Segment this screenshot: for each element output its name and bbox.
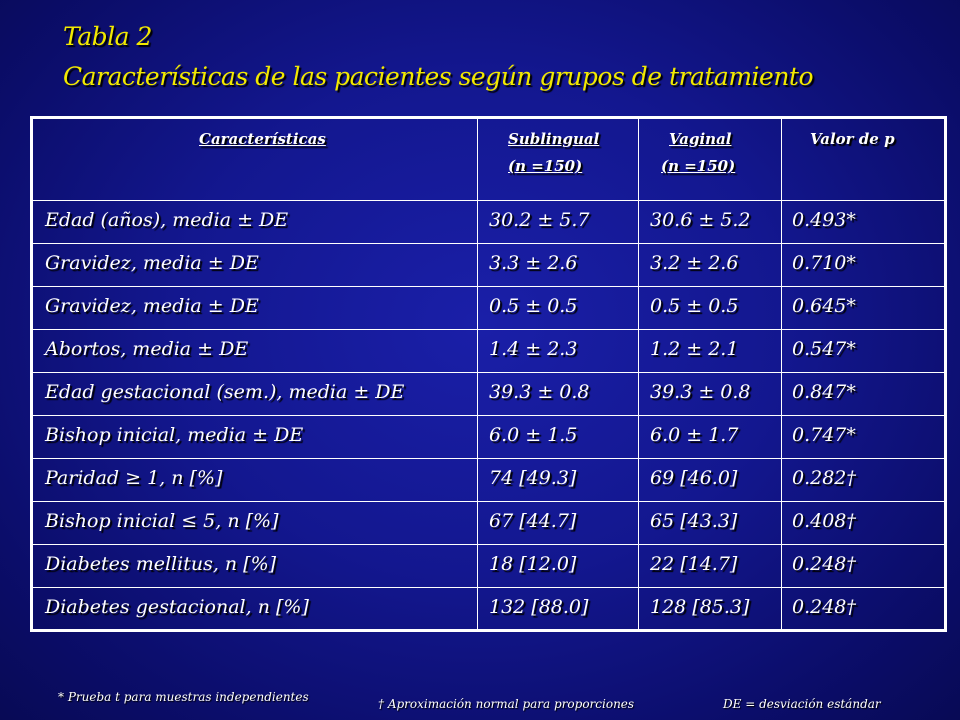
- footnote-normal-approximation: † Aproximación normal para proporciones: [378, 697, 635, 711]
- header-vaginal-label: Vaginal: [669, 130, 732, 148]
- table-row: [32, 416, 946, 459]
- p-value: 0.282†: [782, 459, 946, 502]
- header-p-value: [782, 118, 946, 201]
- p-value: 0.248†: [782, 588, 946, 631]
- sublingual-value: 0.5 ± 0.5: [478, 287, 639, 330]
- sublingual-value: 6.0 ± 1.5: [478, 416, 639, 459]
- row-label: Abortos, media ± DE: [32, 330, 478, 373]
- vaginal-value: 3.2 ± 2.6: [639, 244, 782, 287]
- sublingual-value: 132 [88.0]: [478, 588, 639, 631]
- sublingual-value: 3.3 ± 2.6: [478, 244, 639, 287]
- sublingual-value: 1.4 ± 2.3: [478, 330, 639, 373]
- p-value: 0.547*: [782, 330, 946, 373]
- p-value: 0.645*: [782, 287, 946, 330]
- vaginal-value: 69 [46.0]: [639, 459, 782, 502]
- row-label: Bishop inicial, media ± DE: [32, 416, 478, 459]
- vaginal-value: 22 [14.7]: [639, 545, 782, 588]
- slide-subtitle: Características de las pacientes según grupos de tratamiento: [63, 62, 814, 91]
- sublingual-value: 74 [49.3]: [478, 459, 639, 502]
- row-label: Paridad ≥ 1, n [%]: [32, 459, 478, 502]
- vaginal-value: 6.0 ± 1.7: [639, 416, 782, 459]
- header-sublingual: [478, 118, 639, 201]
- table-header-row: [32, 118, 946, 201]
- p-value: 0.248†: [782, 545, 946, 588]
- p-value: 0.747*: [782, 416, 946, 459]
- sublingual-value: 39.3 ± 0.8: [478, 373, 639, 416]
- table-row: [32, 373, 946, 416]
- table-row: [32, 244, 946, 287]
- header-vaginal: [639, 118, 782, 201]
- footnote-t-test: * Prueba t para muestras independientes: [58, 690, 309, 704]
- vaginal-value: 30.6 ± 5.2: [639, 201, 782, 244]
- row-label: Edad (años), media ± DE: [32, 201, 478, 244]
- vaginal-value: 0.5 ± 0.5: [639, 287, 782, 330]
- p-value: 0.710*: [782, 244, 946, 287]
- vaginal-value: 39.3 ± 0.8: [639, 373, 782, 416]
- row-label: Diabetes mellitus, n [%]: [32, 545, 478, 588]
- vaginal-value: 65 [43.3]: [639, 502, 782, 545]
- header-p-value-label: Valor de p: [810, 130, 895, 148]
- row-label: Edad gestacional (sem.), media ± DE: [32, 373, 478, 416]
- header-sublingual-n: (n =150): [508, 157, 583, 175]
- p-value: 0.847*: [782, 373, 946, 416]
- sublingual-value: 67 [44.7]: [478, 502, 639, 545]
- sublingual-value: 30.2 ± 5.7: [478, 201, 639, 244]
- table-row: [32, 588, 946, 631]
- p-value: 0.408†: [782, 502, 946, 545]
- vaginal-value: 1.2 ± 2.1: [639, 330, 782, 373]
- table-row: [32, 330, 946, 373]
- table-row: [32, 545, 946, 588]
- row-label: Gravidez, media ± DE: [32, 244, 478, 287]
- vaginal-value: 128 [85.3]: [639, 588, 782, 631]
- slide-title: Tabla 2: [63, 22, 152, 51]
- table-row: [32, 459, 946, 502]
- footnote-de-definition: DE = desviación estándar: [723, 697, 881, 711]
- table-row: [32, 502, 946, 545]
- sublingual-value: 18 [12.0]: [478, 545, 639, 588]
- table-row: [32, 201, 946, 244]
- header-characteristics: [32, 118, 478, 201]
- p-value: 0.493*: [782, 201, 946, 244]
- table-row: [32, 287, 946, 330]
- header-sublingual-label: Sublingual: [508, 130, 600, 148]
- header-characteristics-label: Características: [199, 130, 326, 148]
- row-label: Diabetes gestacional, n [%]: [32, 588, 478, 631]
- header-vaginal-n: (n =150): [661, 157, 736, 175]
- row-label: Bishop inicial ≤ 5, n [%]: [32, 502, 478, 545]
- row-label: Gravidez, media ± DE: [32, 287, 478, 330]
- characteristics-table: [30, 116, 947, 632]
